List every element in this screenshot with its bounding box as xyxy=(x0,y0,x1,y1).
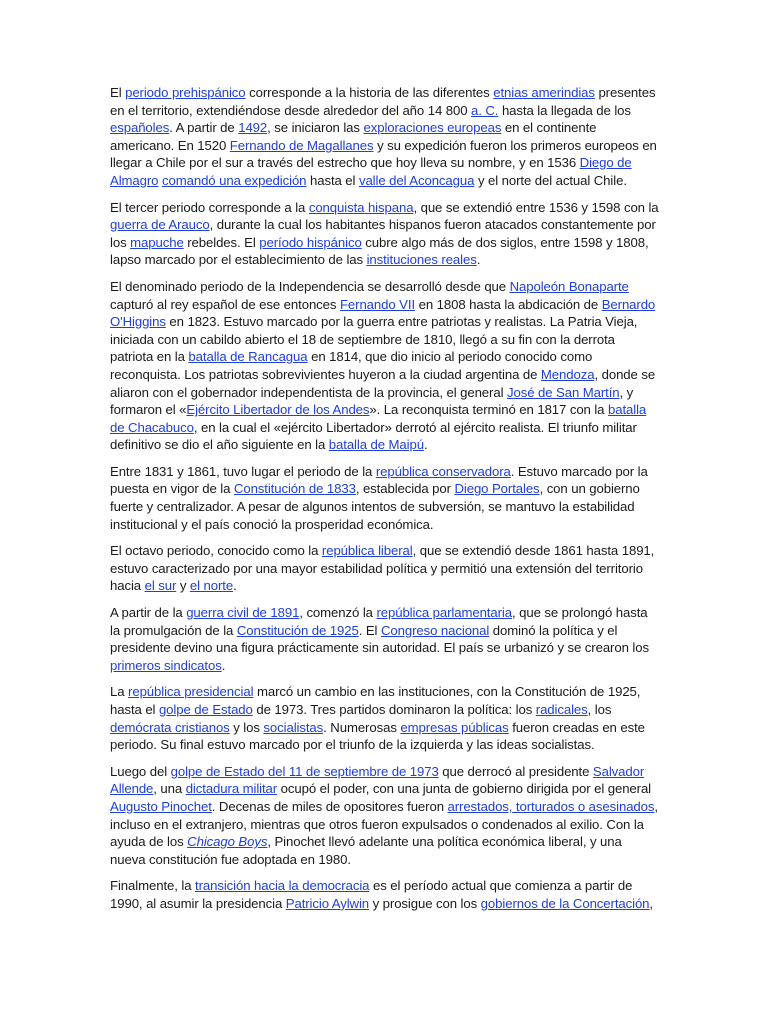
hyperlink[interactable]: Fernando VII xyxy=(339,296,416,312)
text-run: y su expedición fueron los primeros europeos en llegar a Chile por el sur a través del estrecho que hoy lleva su nombre, y en 1536 xyxy=(110,137,657,171)
hyperlink[interactable]: batalla de Rancagua xyxy=(188,349,308,365)
hyperlink[interactable]: gobiernos de la Concertación xyxy=(480,895,650,911)
text-run: , establecida por xyxy=(355,481,455,497)
hyperlink[interactable]: a. C. xyxy=(471,102,499,118)
text-run: que derrocó al presidente xyxy=(438,763,593,779)
text-run: Finalmente, la xyxy=(110,878,195,894)
text-run: , con un gobierno fuerte y centralizador. A pesar de algunos intentos de subversión, se mantuvo la estabilidad institucional y el país conoció la prosperidad económica. xyxy=(110,481,640,532)
hyperlink[interactable]: Chicago Boys xyxy=(187,834,268,850)
text-run: , Pinochet llevó adelante una política económica liberal, y una nueva constitución fue adoptada en 1980. xyxy=(110,834,622,867)
text-run: Luego del xyxy=(110,763,171,779)
text-run: marcó un cambio en las instituciones, con la Constitución de 1925, hasta el xyxy=(110,684,641,717)
paragraph xyxy=(110,199,660,269)
text-run: . Estuvo marcado por la puesta en vigor de la xyxy=(110,463,648,497)
hyperlink[interactable]: república liberal xyxy=(321,543,413,559)
text-run: presentes en el territorio, extendiéndose desde alrededor del año 14 800 xyxy=(110,85,656,118)
paragraph xyxy=(110,542,660,595)
text-run: . Numerosas xyxy=(323,719,401,735)
paragraph xyxy=(110,463,660,533)
paragraph xyxy=(110,763,660,869)
hyperlink[interactable]: golpe de Estado del 11 de septiembre de 1973 xyxy=(170,763,439,779)
text-run: y prosigue con los xyxy=(369,895,481,911)
text-run: A partir de la xyxy=(110,605,187,621)
paragraph xyxy=(110,84,660,190)
hyperlink[interactable]: demócrata cristianos xyxy=(110,719,230,735)
hyperlink[interactable]: república conservadora xyxy=(375,463,511,479)
text-run: . xyxy=(423,437,428,453)
text-run: El tercer periodo corresponde a la xyxy=(110,199,309,215)
hyperlink[interactable]: etnias amerindias xyxy=(493,85,595,100)
text-run: y xyxy=(176,578,190,594)
text-run: en 1814, que dio inicio al periodo conocido como reconquista. Los patriotas sobrevivientes huyeron a la ciudad argentina de xyxy=(110,349,593,382)
hyperlink[interactable]: 1492 xyxy=(238,120,268,136)
text-run: . El xyxy=(358,622,381,638)
hyperlink[interactable]: periodo prehispánico xyxy=(125,85,246,100)
text-run: El denominado periodo de la Independencia se desarrolló desde que xyxy=(110,278,510,294)
hyperlink[interactable]: mapuche xyxy=(130,234,184,250)
hyperlink[interactable]: radicales xyxy=(535,702,588,717)
text-run: , comenzó la xyxy=(299,605,377,621)
hyperlink[interactable]: Constitución de 1833 xyxy=(233,481,356,497)
text-run: , en la cual el «ejército Libertador» derrotó al ejército realista. El triunfo militar definitivo se dio el año siguiente en la xyxy=(110,419,637,453)
paragraph xyxy=(110,604,660,674)
paragraph xyxy=(110,683,660,753)
hyperlink[interactable]: socialistas xyxy=(263,719,324,735)
hyperlink[interactable]: Fernando de Magallanes xyxy=(229,137,374,153)
text-run: y el norte del actual Chile. xyxy=(474,172,627,188)
document-body xyxy=(110,84,660,922)
text-run: ocupó el poder, con una junta de gobierno dirigida por el general xyxy=(277,781,652,797)
text-run: hasta el xyxy=(306,172,359,188)
text-run: en 1823. Estuvo marcado por la guerra entre patriotas y realistas. La Patria Vieja, iniciada con un cabildo abierto el 18 de septiembre de 1810, llegó a su fin con la derrota patriota en la xyxy=(110,314,638,365)
text-run: El octavo periodo, conocido como la xyxy=(110,543,322,559)
hyperlink[interactable]: batalla de Maipú xyxy=(328,437,424,453)
text-run: , los xyxy=(587,702,612,717)
hyperlink[interactable]: transición hacia la democracia xyxy=(195,878,370,894)
hyperlink[interactable]: españoles xyxy=(110,120,170,136)
hyperlink[interactable]: primeros sindicatos xyxy=(110,657,222,673)
hyperlink[interactable]: Patricio Aylwin xyxy=(285,895,370,911)
text-run: en 1808 hasta la abdicación de xyxy=(415,296,602,312)
hyperlink[interactable]: el norte xyxy=(189,578,234,594)
text-run: , que se extendió entre 1536 y 1598 con la xyxy=(413,199,659,215)
hyperlink[interactable]: Bernardo O'Higgins xyxy=(110,296,656,330)
hyperlink[interactable]: instituciones reales xyxy=(366,252,477,268)
hyperlink[interactable]: guerra civil de 1891 xyxy=(186,605,300,621)
hyperlink[interactable]: el sur xyxy=(144,578,177,594)
text-run: . Decenas de miles de opositores fueron xyxy=(211,798,448,814)
text-run: , que se prolongó hasta la promulgación de la xyxy=(110,605,648,638)
text-run: Entre 1831 y 1861, tuvo lugar el periodo de la xyxy=(110,463,376,479)
text-run: es el período actual que comienza a partir de 1990, al asumir la presidencia xyxy=(110,878,633,911)
hyperlink[interactable]: arrestados, torturados o asesinados xyxy=(447,798,655,814)
hyperlink[interactable]: período hispánico xyxy=(259,234,362,250)
hyperlink[interactable]: dictadura militar xyxy=(185,781,278,797)
text-run: , que se extendió desde 1861 hasta 1891, estuvo caracterizado por una mayor estabilidad política y permitió una extensión del territorio hacia xyxy=(110,543,655,594)
text-run: en el continente americano. En 1520 xyxy=(110,120,597,153)
hyperlink[interactable]: república parlamentaria xyxy=(376,605,512,621)
text-run: , durante la cual los habitantes hispanos fueron atacados constantemente por los xyxy=(110,217,656,250)
text-run: . xyxy=(476,252,481,268)
hyperlink[interactable]: exploraciones europeas xyxy=(363,120,502,136)
text-run: fueron creadas en este periodo. Su final estuvo marcado por el triunfo de la izquierda y las ideas socialistas. xyxy=(110,719,645,753)
paragraph xyxy=(110,877,660,912)
text-run: , incluso en el extranjero, mientras que otros fueron expulsados o condenados al exilio. Con la ayuda de los xyxy=(110,798,658,850)
text-run: hasta la llegada de los xyxy=(498,102,631,118)
text-run: capturó al rey español de ese entonces xyxy=(110,296,340,312)
text-run: , donde se aliaron con el gobernador independentista de la provincia, el general xyxy=(110,366,656,400)
text-run: . xyxy=(221,657,226,673)
hyperlink[interactable]: Diego Portales xyxy=(454,481,540,497)
hyperlink[interactable]: guerra de Arauco xyxy=(110,217,210,233)
text-run: dominó la política y el presidente devino una figura prácticamente sin autoridad. El país se urbanizó y se crearon los xyxy=(110,622,649,656)
hyperlink[interactable]: José de San Martín xyxy=(506,384,620,400)
text-run: , se iniciaron las xyxy=(267,120,364,136)
text-run: El xyxy=(110,85,126,100)
hyperlink[interactable]: Ejército Libertador de los Andes xyxy=(186,402,370,418)
paragraph xyxy=(110,278,660,454)
text-run: . A partir de xyxy=(169,120,239,136)
text-run: cubre algo más de dos siglos, entre 1598 y 1808, lapso marcado por el establecimiento de las xyxy=(110,234,649,268)
hyperlink[interactable]: conquista hispana xyxy=(308,199,414,215)
hyperlink[interactable]: batalla de Chacabuco xyxy=(110,402,647,435)
hyperlink[interactable]: Congreso nacional xyxy=(380,622,490,638)
text-run: corresponde a la historia de las diferentes xyxy=(245,85,494,100)
hyperlink[interactable]: Augusto Pinochet xyxy=(110,798,212,814)
text-run: y los xyxy=(229,719,264,735)
text-run: , xyxy=(649,895,653,911)
hyperlink[interactable]: golpe de Estado xyxy=(158,702,253,717)
text-run: rebeldes. El xyxy=(183,234,260,250)
hyperlink[interactable]: comandó una expedición xyxy=(161,172,307,188)
hyperlink[interactable]: Constitución de 1925 xyxy=(236,622,359,638)
hyperlink[interactable]: valle del Aconcagua xyxy=(358,172,475,188)
text-run: , una xyxy=(153,781,186,797)
text-run: . xyxy=(233,578,237,594)
hyperlink[interactable]: Diego de Almagro xyxy=(110,155,632,188)
text-run: ». La reconquista terminó en 1817 con la xyxy=(369,402,608,418)
hyperlink[interactable]: república presidencial xyxy=(128,684,254,700)
text-run: de 1973. Tres partidos dominaron la política: los xyxy=(252,702,536,717)
hyperlink[interactable]: Salvador Allende xyxy=(110,763,645,797)
hyperlink[interactable]: empresas públicas xyxy=(400,719,509,735)
hyperlink[interactable]: Mendoza xyxy=(540,366,595,382)
text-run: , y formaron el « xyxy=(110,384,634,418)
text-run: La xyxy=(110,684,129,700)
hyperlink[interactable]: Napoleón Bonaparte xyxy=(509,278,629,294)
